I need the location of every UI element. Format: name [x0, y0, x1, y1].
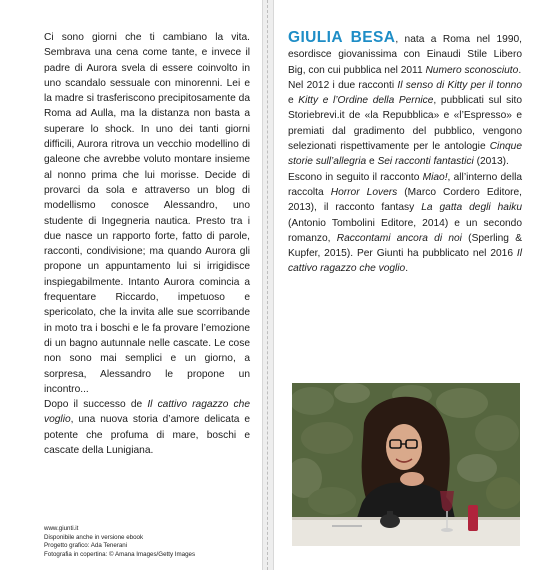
bio-text: , nata a Roma nel 1990, esordisce giovanissima con Einaudi Stile Libero Big, con cui pubblica nel 2011 [288, 34, 522, 76]
book-synopsis [44, 30, 250, 458]
bio-text: Nel 2012 i due racconti [288, 79, 398, 91]
book-title: Il cattivo ragazzo che voglio [288, 248, 522, 275]
bio-paragraph-2 [288, 78, 522, 170]
book-title: Raccontami ancora di noi [336, 232, 462, 244]
bio-text: e [288, 95, 299, 107]
author-photo [292, 383, 520, 546]
credits-block [44, 525, 254, 559]
graphic-design-credit: Progetto grafico: Ada Tenerani [44, 542, 128, 550]
bio-text: e [366, 156, 378, 168]
back-flap [0, 0, 262, 570]
synopsis-closing-text-end: , una nuova storia d’amore delicata e potente che profuma di mare, boschi e cascate della Lunigiana. [44, 414, 250, 457]
anthology-title: Horror Lovers [330, 186, 398, 198]
bio-text: . [405, 263, 409, 275]
ebook-availability: Disponibile anche in versione ebook [44, 533, 144, 541]
bio-text: (Sperling & Kupfer, 2015). Per Giunti ha pubblicato nel 2016 [288, 232, 523, 260]
story-title: Il senso di Kitty per il tonno [397, 79, 522, 91]
story-title: Miao! [422, 171, 448, 183]
synopsis-closing-text: Dopo il successo de [44, 399, 148, 411]
anthology-title: Sei racconti fantastici [377, 156, 474, 168]
anthology-title: Cinque storie sull’allegria [288, 141, 522, 168]
book-title: Numero sconosciuto [425, 64, 519, 76]
bio-paragraph-1 [288, 30, 522, 78]
author-bio [288, 30, 522, 277]
bio-text: , pubblicati sul sito Storiebrevi.it de «la Repubblica» e «l’Espresso» e premiati dal gradimento del pubblico, vengono selezionati rispettivamente per le antologie [288, 95, 522, 153]
synopsis-closing [44, 397, 250, 458]
bio-paragraph-3 [288, 170, 522, 277]
author-photo-illustration [292, 383, 520, 546]
front-flap [274, 0, 536, 570]
fold-gutter [262, 0, 274, 570]
synopsis-paragraph: Ci sono giorni che ti cambiano la vita. Sembrava una cena come tante, e invece il padre di Aurora svela di essere coinvolto in uno scandalo sessuale con minorenni. Lei e la madre si trasferiscono precipitosamente da Roma ad Aulla, ma la distanza non basta a superare lo shock. In uno dei tanti giorni difficili, Aurora ritrova un vecchio modellino di galeone che avrebbe voluto montare insieme al nonno prima che lui morisse. Decide di provarci da sola e attraverso un blog di modellismo conosce Alessandro, uno studente di Ingegneria nautica. Presto tra i due nasce un rapporto forte, fatto di parole, racconti, condivisione; ma quando Aurora gli propone un appuntamento lui si irrigidisce inspiegabilmente. Intanto Aurora comincia a frequentare Riccardo, impetuoso e spericolato, che la invita alle sue scorribande in moto tra i boschi e le fa provare l’emozione di un bagno autunnale nelle cascate. Le cose non sono mai semplici e un giorno, a sorpresa, Alessandro le propone un incontro... [44, 32, 250, 395]
story-title: La gatta degli haiku [421, 202, 522, 214]
author-name: GIULIA BESA [288, 29, 396, 46]
fold-line [267, 0, 268, 570]
bio-text: , all’interno della raccolta [288, 171, 523, 198]
publisher-website[interactable]: www.giunti.it [44, 525, 79, 532]
previous-book-title: Il cattivo ragazzo che voglio [44, 399, 250, 426]
bio-text: Escono in seguito il racconto [288, 171, 423, 183]
bio-text: . [518, 64, 522, 76]
bio-text: (Antonio Tombolini Editore, 2014) e un secondo romanzo, [288, 217, 522, 244]
story-title: Kitty e l’Ordine della Pernice [298, 95, 434, 107]
bio-text: (2013). [473, 156, 509, 168]
cover-photo-credit: Fotografia in copertina: © Amana Images/Getty Images [44, 550, 196, 558]
bio-text: (Marco Cordero Editore, 2013), il racconto fantasy [288, 186, 522, 214]
